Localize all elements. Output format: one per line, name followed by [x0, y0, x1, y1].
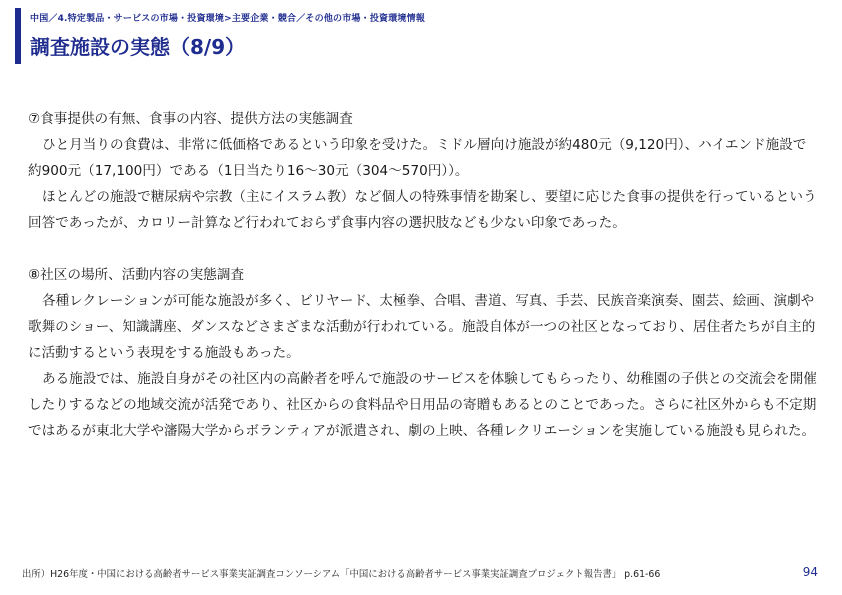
- section-spacer: [28, 236, 818, 262]
- paragraph-community-exchange: ある施設では、施設自身がその社区内の高齢者を呼んで施設のサービスを体験してもらったり、幼稚園の子供との交流会を開催したりするなどの地域交流が活発であり、社区からの食料品や日用品の寄贈もあるとのことであった。さらに社区外からも不定期ではあるが東北大学や瀋陽大学からボランティアが派遣され、劇の上映、各種レクリエーションを実施している施設も見られた。: [28, 371, 817, 439]
- page-number: 94: [802, 565, 818, 579]
- source-citation: 出所）H26年度・中国における高齢者サービス事業実証調査コンソーシアム「中国における高齢者サービス事業実証調査プロジェクト報告書」 p.61-66: [22, 569, 661, 580]
- page-title: 調査施設の実態（8/9）: [30, 35, 246, 59]
- section-heading-meals: ⑦食事提供の有無、食事の内容、提供方法の実態調査: [28, 111, 353, 127]
- section-heading-community: ⑧社区の場所、活動内容の実態調査: [28, 267, 245, 283]
- breadcrumb: 中国／4.特定製品・サービスの市場・投資環境>主要企業・競合／その他の市場・投資環境情報: [30, 14, 426, 24]
- paragraph-meal-cost: ひと月当りの食費は、非常に低価格であるという印象を受けた。ミドル層向け施設が約480元（9,120円）、ハイエンド施設で約900元（17,100円）である（1日当たり16～30元（304～570円））。: [28, 137, 807, 179]
- title-accent-bar: [15, 8, 21, 64]
- main-content: [28, 106, 818, 444]
- paragraph-meal-special-needs: ほとんどの施設で糖尿病や宗教（主にイスラム教）など個人の特殊事情を勘案し、要望に応じた食事の提供を行っているという回答であったが、カロリー計算など行われておらず食事内容の選択肢なども少ない印象であった。: [28, 189, 817, 231]
- paragraph-community-activities: 各種レクレーションが可能な施設が多く、ビリヤード、太極拳、合唱、書道、写真、手芸、民族音楽演奏、園芸、絵画、演劇や歌舞のショー、知識講座、ダンスなどさまざまな活動が行われている。施設自体が一つの社区となっており、居住者たちが自主的に活動するという表現をする施設もあった。: [28, 293, 816, 361]
